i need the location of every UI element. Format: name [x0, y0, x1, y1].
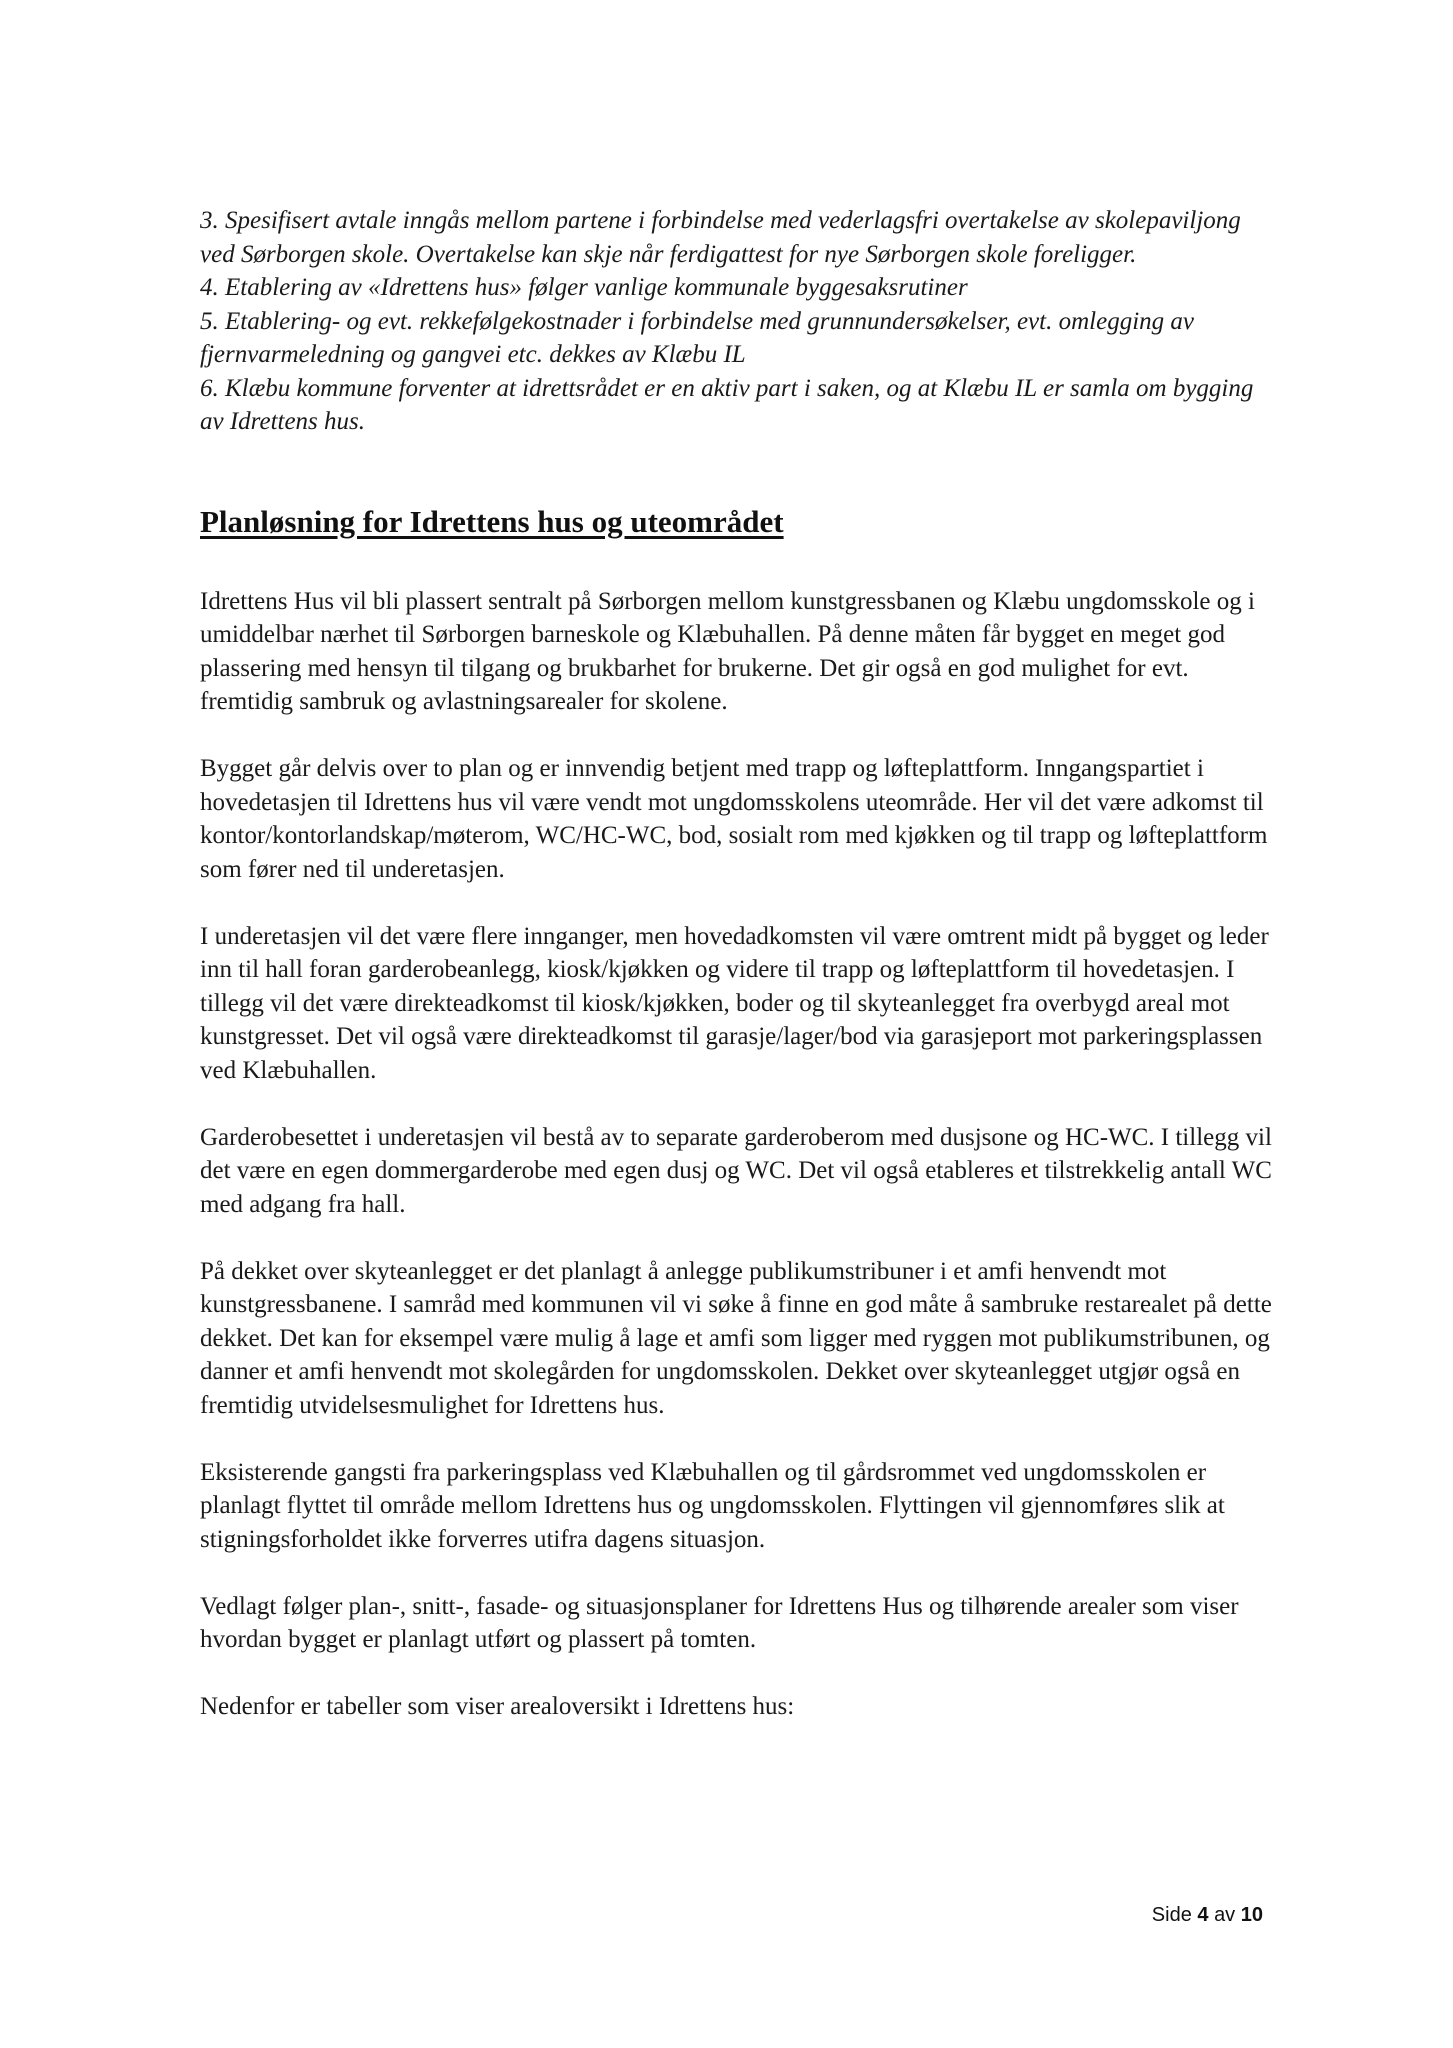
list-item-4: 4. Etablering av «Idrettens hus» følger vanlige kommunale byggesaksrutiner: [200, 274, 968, 301]
paragraph-tables-intro: Nedenfor er tabeller som viser arealoversikt i Idrettens hus:: [200, 1693, 795, 1720]
page-number-footer: [1152, 1904, 1263, 1927]
footer-prefix: Side: [1151, 1904, 1192, 1926]
list-item-3: 3. Spesifisert avtale inngås mellom partene i forbindelse med vederlagsfri overtakelse av skolepaviljong ved Sørborgen skole. Overtakelse kan skje når ferdigattest for nye Sørborgen skole foreligger.: [200, 207, 1241, 268]
paragraph-main-floor: Bygget går delvis over to plan og er innvendig betjent med trapp og løfteplattform. Inngangspartiet i hovedetasjen til Idrettens hus vil være vendt mot ungdomsskolens uteområde. Her vil det være adkomst til kontor/kontorlandskap/møterom, WC/HC-WC, bod, sosialt rom med kjøkken og til trapp og løfteplattform som fører ned til underetasjen.: [200, 755, 1268, 883]
paragraph-changing-rooms: Garderobesettet i underetasjen vil bestå av to separate garderoberom med dusjsone og HC-WC. I tillegg vil det være en egen dommergarderobe med egen dusj og WC. Det vil også etableres et tilstrekkelig antall WC med adgang fra hall.: [200, 1123, 1272, 1218]
paragraph-footpath: Eksisterende gangsti fra parkeringsplass ved Klæbuhallen og til gårdsrommet ved ungdomsskolen er planlagt flyttet til område mellom Idrettens hus og ungdomsskolen. Flyttingen vil gjennomføres slik at stigningsforholdet ikke forverres utifra dagens situasjon.: [200, 1458, 1225, 1553]
list-item-6: 6. Klæbu kommune forventer at idrettsrådet er en aktiv part i saken, og at Klæbu IL er samla om bygging av Idrettens hus.: [200, 374, 1254, 435]
footer-current-page: 4: [1197, 1904, 1209, 1926]
paragraph-lower-floor: I underetasjen vil det være flere innganger, men hovedadkomsten vil være omtrent midt på bygget og leder inn til hall foran garderobeanlegg, kiosk/kjøkken og videre til trapp og løfteplattform til hovedetasjen. I tillegg vil det være direkteadkomst til kiosk/kjøkken, boder og til skyteanlegget fra overbygd areal mot kunstgresset. Det vil også være direkteadkomst til garasje/lager/bod via garasjeport mot parkeringsplassen ved Klæbuhallen.: [200, 922, 1269, 1084]
page-content: [200, 204, 1280, 1724]
section-heading: Planløsning for Idrettens hus og uteområdet: [200, 503, 784, 539]
paragraph-placement: Idrettens Hus vil bli plassert sentralt på Sørborgen mellom kunstgressbanen og Klæbu ungdomsskole og i umiddelbar nærhet til Sørborgen barneskole og Klæbuhallen. På denne måten får bygget en meget god plassering med hensyn til tilgang og brukbarhet for brukerne. Det gir også en god mulighet for evt. fremtidig sambruk og avlastningsarealer for skolene.: [200, 587, 1255, 715]
footer-total-pages: 10: [1240, 1904, 1263, 1926]
paragraph-attachments: Vedlagt følger plan-, snitt-, fasade- og situasjonsplaner for Idrettens Hus og tilhørende arealer som viser hvordan bygget er planlagt utført og plassert på tomten.: [200, 1592, 1239, 1653]
paragraph-deck: På dekket over skyteanlegget er det planlagt å anlegge publikumstribuner i et amfi henvendt mot kunstgressbanene. I samråd med kommunen vil vi søke å finne en god måte å sambruke restarealet på dette dekket. Det kan for eksempel være mulig å lage et amfi som ligger med ryggen mot publikumstribunen, og danner et amfi henvendt mot skolegården for ungdomsskolen. Dekket over skyteanlegget utgjør også en fremtidig utvidelsesmulighet for Idrettens hus.: [200, 1257, 1272, 1419]
list-item-5: 5. Etablering- og evt. rekkefølgekostnader i forbindelse med grunnundersøkelser, evt. omlegging av fjernvarmeledning og gangvei etc. dekkes av Klæbu IL: [200, 307, 1194, 368]
footer-of: av: [1214, 1904, 1236, 1926]
